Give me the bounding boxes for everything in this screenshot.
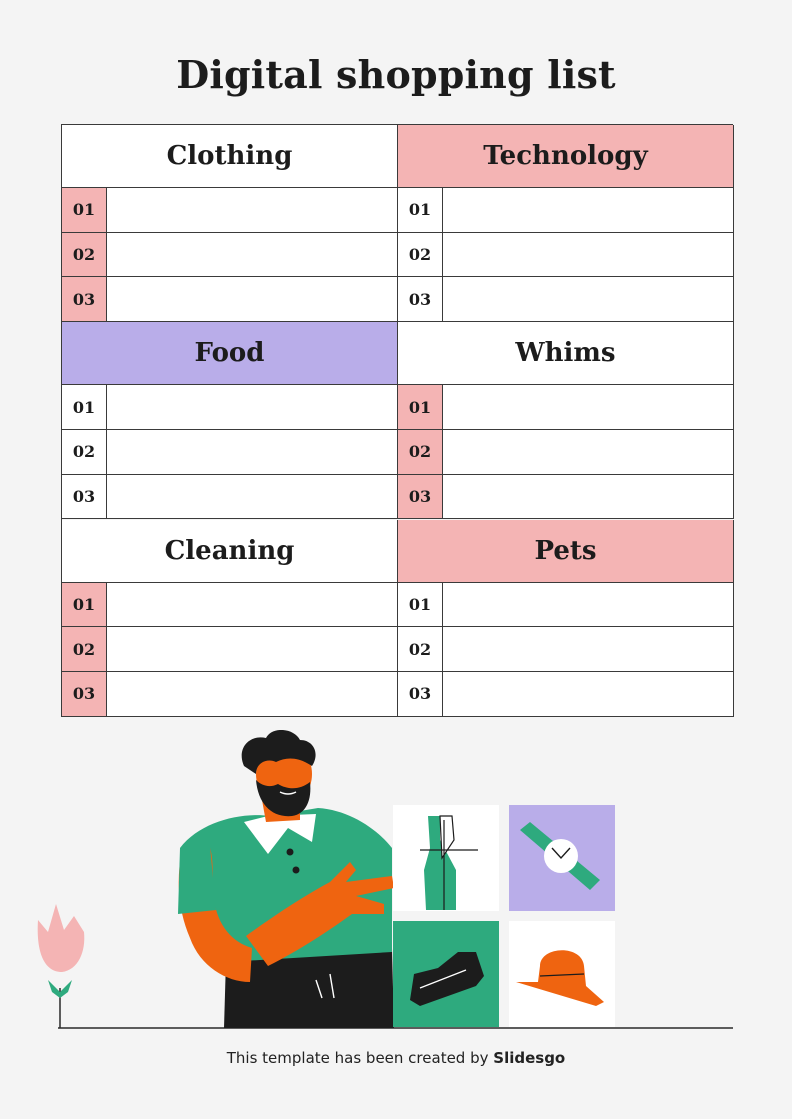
list-row — [62, 672, 398, 717]
row-number: 01 — [398, 188, 443, 233]
item-field[interactable] — [443, 188, 734, 233]
item-field[interactable] — [443, 672, 734, 717]
list-row — [398, 385, 734, 430]
list-row — [62, 385, 398, 430]
illustration — [0, 730, 792, 1040]
row-number: 03 — [398, 475, 443, 520]
list-row — [62, 583, 398, 628]
item-field[interactable] — [443, 475, 734, 520]
category-header: Pets — [398, 520, 734, 583]
dress-icon — [393, 805, 499, 911]
category-header: Cleaning — [62, 520, 398, 583]
item-field[interactable] — [107, 385, 398, 430]
list-row — [398, 627, 734, 672]
shopping-list-grid — [61, 124, 733, 717]
man-icon — [178, 730, 394, 1028]
list-row — [398, 672, 734, 717]
item-field[interactable] — [107, 475, 398, 520]
shoe-icon — [393, 921, 499, 1027]
brand-name: Slidesgo — [493, 1049, 566, 1067]
category-header: Whims — [398, 322, 734, 385]
row-number: 02 — [62, 233, 107, 278]
item-field[interactable] — [107, 188, 398, 233]
item-field[interactable] — [107, 672, 398, 717]
item-field[interactable] — [107, 277, 398, 322]
list-row — [398, 583, 734, 628]
row-number: 03 — [62, 672, 107, 717]
page-title: Digital shopping list — [176, 52, 616, 97]
row-number: 02 — [398, 627, 443, 672]
item-field[interactable] — [443, 385, 734, 430]
item-field[interactable] — [443, 277, 734, 322]
category-header: Technology — [398, 125, 734, 188]
hat-icon — [509, 921, 615, 1027]
row-number: 01 — [62, 385, 107, 430]
row-number: 03 — [398, 277, 443, 322]
list-row — [62, 627, 398, 672]
row-number: 03 — [62, 277, 107, 322]
row-number: 03 — [398, 672, 443, 717]
list-row — [398, 188, 734, 233]
watch-icon — [509, 805, 615, 911]
row-number: 01 — [398, 385, 443, 430]
category-whims — [398, 322, 734, 519]
tulip-icon — [38, 904, 85, 1028]
category-technology — [398, 125, 734, 322]
row-number: 01 — [62, 188, 107, 233]
row-number: 02 — [62, 627, 107, 672]
category-pets — [398, 520, 734, 717]
row-number: 03 — [62, 475, 107, 520]
item-field[interactable] — [443, 627, 734, 672]
list-row — [398, 233, 734, 278]
category-header: Clothing — [62, 125, 398, 188]
list-row — [62, 233, 398, 278]
category-clothing — [62, 125, 398, 322]
item-field[interactable] — [107, 627, 398, 672]
footer-text: This template has been created by — [226, 1049, 494, 1067]
row-number: 01 — [398, 583, 443, 628]
item-field[interactable] — [107, 233, 398, 278]
row-number: 02 — [398, 233, 443, 278]
item-field[interactable] — [443, 233, 734, 278]
item-field[interactable] — [107, 583, 398, 628]
list-row — [62, 430, 398, 475]
list-row — [398, 277, 734, 322]
category-header: Food — [62, 322, 398, 385]
footer-credit — [0, 1049, 792, 1067]
item-field[interactable] — [443, 430, 734, 475]
list-row — [398, 475, 734, 520]
list-row — [62, 277, 398, 322]
item-field[interactable] — [107, 430, 398, 475]
row-number: 02 — [62, 430, 107, 475]
list-row — [62, 188, 398, 233]
category-food — [62, 322, 398, 519]
list-row — [62, 475, 398, 520]
category-cleaning — [62, 520, 398, 717]
item-field[interactable] — [443, 583, 734, 628]
row-number: 02 — [398, 430, 443, 475]
list-row — [398, 430, 734, 475]
row-number: 01 — [62, 583, 107, 628]
